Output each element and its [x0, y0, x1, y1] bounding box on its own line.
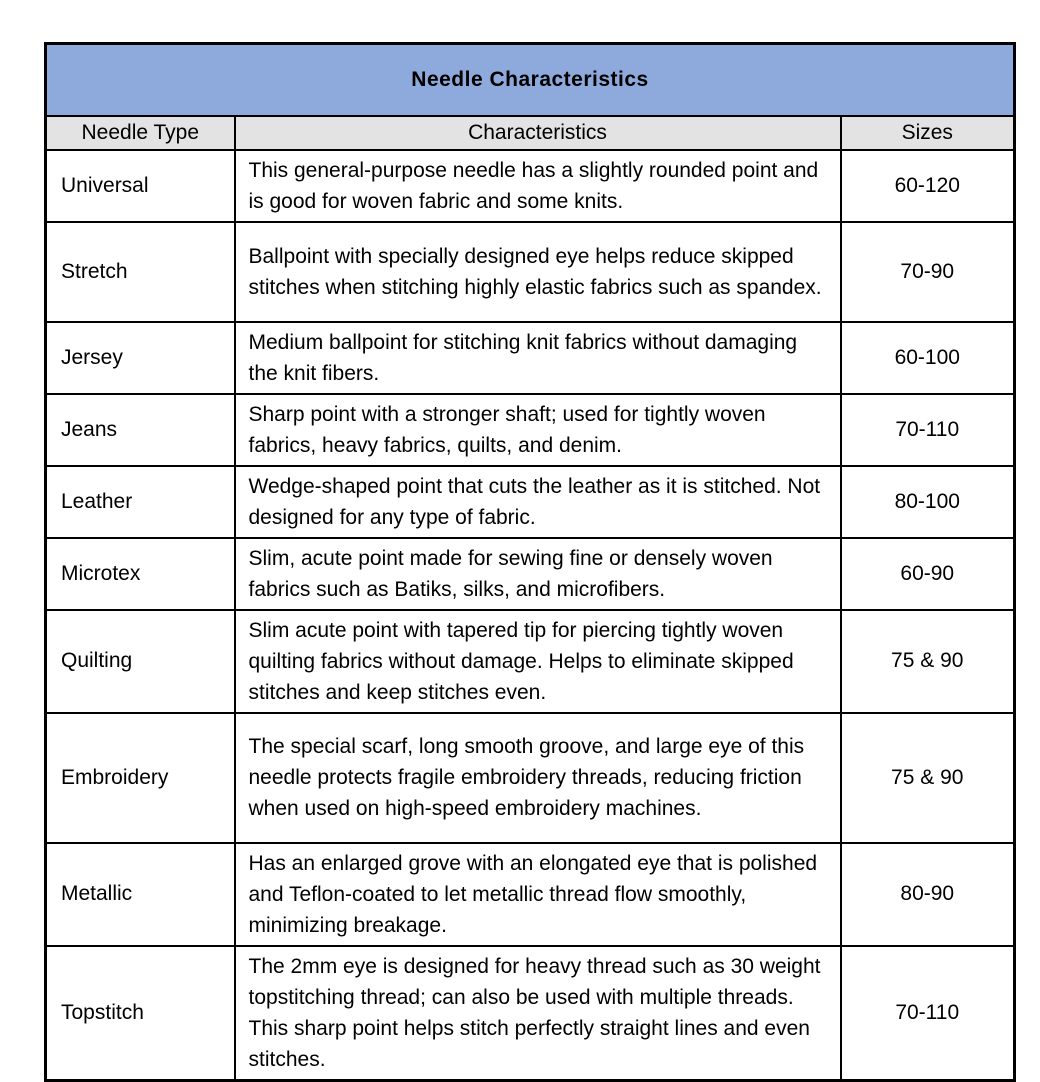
characteristics-cell: Sharp point with a stronger shaft; used for tightly woven fabrics, heavy fabrics, quilts, and denim. — [235, 394, 841, 466]
characteristics-cell: Slim, acute point made for sewing fine or densely woven fabrics such as Batiks, silks, and microfibers. — [235, 538, 841, 610]
sizes-cell: 75 & 90 — [841, 713, 1015, 843]
column-header-characteristics: Characteristics — [235, 116, 841, 150]
table-row-metallic — [46, 843, 1015, 946]
table-row-universal — [46, 150, 1015, 222]
needle-type-cell: Embroidery — [46, 713, 235, 843]
needle-type-cell: Jeans — [46, 394, 235, 466]
table-row-leather — [46, 466, 1015, 538]
table-row-jersey — [46, 322, 1015, 394]
needle-type-cell: Jersey — [46, 322, 235, 394]
needle-type-cell: Leather — [46, 466, 235, 538]
needle-type-cell: Metallic — [46, 843, 235, 946]
sizes-cell: 80-90 — [841, 843, 1015, 946]
table-row-microtex — [46, 538, 1015, 610]
sizes-cell: 70-110 — [841, 946, 1015, 1081]
column-header-row — [46, 116, 1015, 150]
table-row-stretch — [46, 222, 1015, 322]
sizes-cell: 60-100 — [841, 322, 1015, 394]
needle-type-cell: Topstitch — [46, 946, 235, 1081]
needle-type-cell: Microtex — [46, 538, 235, 610]
table-row-embroidery — [46, 713, 1015, 843]
sizes-cell: 70-110 — [841, 394, 1015, 466]
sizes-cell: 70-90 — [841, 222, 1015, 322]
characteristics-cell: The 2mm eye is designed for heavy thread such as 30 weight topstitching thread; can also be used with multiple threads. This sharp point helps stitch perfectly straight lines and even stitches. — [235, 946, 841, 1081]
needle-characteristics-table — [44, 42, 1016, 1082]
column-header-needle-type: Needle Type — [46, 116, 235, 150]
sizes-cell: 80-100 — [841, 466, 1015, 538]
sizes-cell: 60-90 — [841, 538, 1015, 610]
title-row — [46, 44, 1015, 116]
characteristics-cell: Wedge-shaped point that cuts the leather as it is stitched. Not designed for any type of fabric. — [235, 466, 841, 538]
needle-type-cell: Stretch — [46, 222, 235, 322]
table-row-quilting — [46, 610, 1015, 713]
sizes-cell: 60-120 — [841, 150, 1015, 222]
table-row-topstitch — [46, 946, 1015, 1081]
characteristics-cell: Has an enlarged grove with an elongated eye that is polished and Teflon-coated to let metallic thread flow smoothly, minimizing breakage. — [235, 843, 841, 946]
sizes-cell: 75 & 90 — [841, 610, 1015, 713]
table-title: Needle Characteristics — [46, 44, 1015, 116]
needle-type-cell: Quilting — [46, 610, 235, 713]
table-row-jeans — [46, 394, 1015, 466]
characteristics-cell: Slim acute point with tapered tip for piercing tightly woven quilting fabrics without damage. Helps to eliminate skipped stitches and keep stitches even. — [235, 610, 841, 713]
column-header-sizes: Sizes — [841, 116, 1015, 150]
needle-type-cell: Universal — [46, 150, 235, 222]
characteristics-cell: Ballpoint with specially designed eye helps reduce skipped stitches when stitching highly elastic fabrics such as spandex. — [235, 222, 841, 322]
characteristics-cell: This general-purpose needle has a slightly rounded point and is good for woven fabric and some knits. — [235, 150, 841, 222]
characteristics-cell: The special scarf, long smooth groove, and large eye of this needle protects fragile embroidery threads, reducing friction when used on high-speed embroidery machines. — [235, 713, 841, 843]
characteristics-cell: Medium ballpoint for stitching knit fabrics without damaging the knit fibers. — [235, 322, 841, 394]
